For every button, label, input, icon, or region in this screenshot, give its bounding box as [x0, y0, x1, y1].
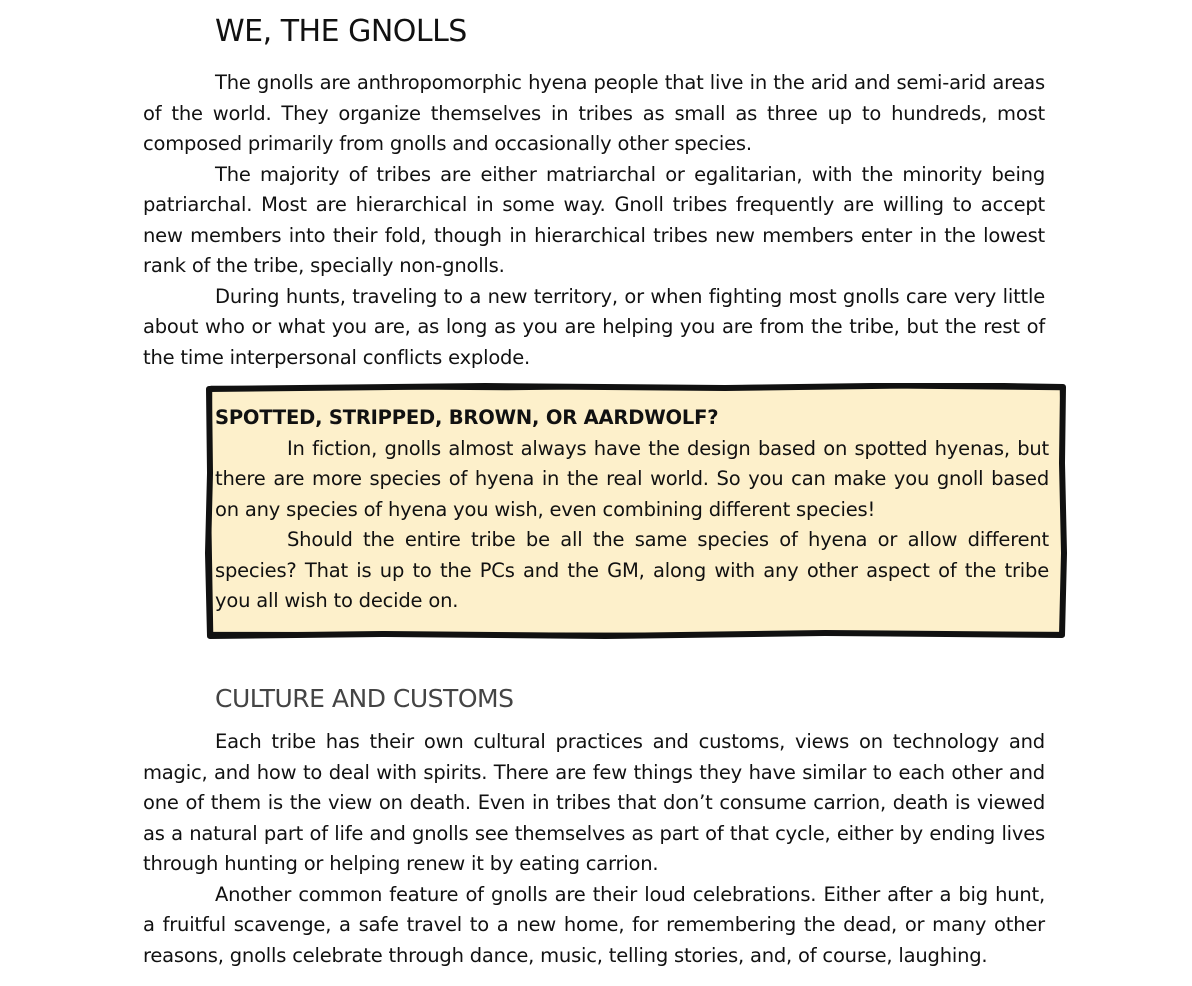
culture-section — [143, 727, 1045, 971]
sidebar-paragraph: Should the entire tribe be all the same species of hyena or allow different species? That is up to the PCs and the GM, along with any other aspect of the tribe you all wish to decide on. — [215, 528, 1049, 612]
paragraph: The majority of tribes are either matriarchal or egalitarian, with the minority being patriarchal. Most are hierarchical in some way. Gnoll tribes frequently are willing to accept new members into their fold, though in hierarchical tribes new members enter in the lowest rank of the tribe, specially non-gnolls. — [143, 162, 1045, 277]
paragraph: Another common feature of gnolls are their loud celebrations. Either after a big hunt, a fruitful scavenge, a safe travel to a new home, for remembering the dead, or many other reasons, gnolls celebrate through dance, music, telling stories, and, of course, laughing. — [143, 882, 1045, 967]
paragraph: During hunts, traveling to a new territory, or when fighting most gnolls care very little about who or what you are, as long as you are helping you are from the tribe, but the rest of the time interpersonal conflicts explode. — [143, 284, 1045, 369]
intro-section — [143, 68, 1045, 373]
sidebar-box — [205, 383, 1067, 639]
paragraph: The gnolls are anthropomorphic hyena people that live in the arid and semi-arid areas of the world. They organize themselves in tribes as small as three up to hundreds, most composed primarily from gnolls and occasionally other species. — [143, 71, 1045, 155]
sidebar-title: SPOTTED, STRIPPED, BROWN, OR AARDWOLF? — [215, 406, 719, 429]
sidebar-paragraph: In fiction, gnolls almost always have the design based on spotted hyenas, but there are more species of hyena in the real world. So you can make you gnoll based on any species of hyena you wish, even combining different species! — [215, 436, 1049, 521]
section-heading: CULTURE AND CUSTOMS — [215, 684, 514, 713]
sidebar-content — [215, 403, 1049, 617]
page-heading: WE, THE GNOLLS — [215, 14, 467, 49]
paragraph: Each tribe has their own cultural practices and customs, views on technology and magic, and how to deal with spirits. There are few things they have similar to each other and one of them is the view on death. Even in tribes that don’t consume carrion, death is viewed as a natural part of life and gnolls see themselves as part of that cycle, either by ending lives through hunting or helping renew it by eating carrion. — [143, 730, 1045, 875]
